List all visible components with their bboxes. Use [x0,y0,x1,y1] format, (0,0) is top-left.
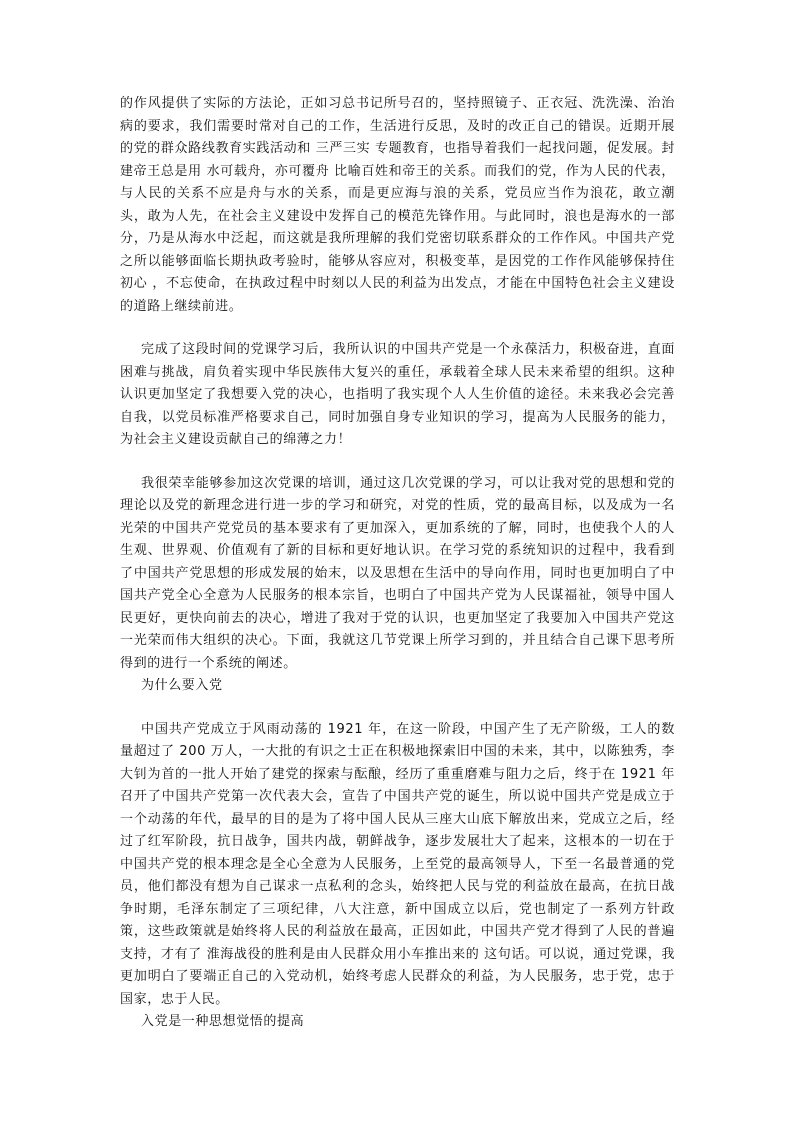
document-page [120,93,675,1034]
section-heading-awareness: 入党是一种思想觉悟的提高 [141,1014,305,1029]
paragraph-understanding: 完成了这段时间的党课学习后，我所认识的中国共产党是一个永葆活力，积极奋进，直面困难与挑战，肩负着实现中华民族伟大复兴的重任，承载着全球人民未来希望的组织。这种认识更加坚定了我想要入党的决心，也指明了我实现个人人生价值的途径。未来我必会完善自我，以党员标准严格要求自己，同时加强自身专业知识的学习，提高为人民服务的能力，为社会主义建设贡献自己的绵薄之力！ [120,342,675,447]
paragraph-training: 我很荣幸能够参加这次党课的培训，通过这几次党课的学习，可以让我对党的思想和党的理论以及党的新理念进行进一步的学习和研究，对党的性质，党的最高目标，以及成为一名光荣的中国共产党党员的基本要求有了更加深入，更加系统的了解，同时，也使我个人的人生观、世界观、价值观有了新的目标和更好地认识。在学习党的系统知识的过程中，我看到了中国共产党思想的形成发展的始末，以及思想在生活中的导向作用，同时也更加明白了中国共产党全心全意为人民服务的根本宗旨，也明白了中国共产党为人民谋福祉，领导中国人民更好，更快向前去的决心，增进了我对于党的认识，也更加坚定了我要加入中国共产党这一光荣而伟大组织的决心。下面，我就这几节党课上所学习到的，并且结合自己课下思考所得到的进行一个系统的阐述。 [120,475,675,671]
paragraph-history: 中国共产党成立于风雨动荡的 1921 年，在这一阶段，中国产生了无产阶级，工人的数量超过了 200 万人，一大批的有识之士正在积极地探索旧中国的未来，其中，以陈独秀，李大钊为首的一批人开始了建党的探索与酝酿，经历了重重磨难与阻力之后，终于在 1921 年召开了中国共产党第一次代表大会，宣告了中国共产党的诞生，所以说中国共产党是成立于一个动荡的年代，最早的目的是为了将中国人民从三座大山底下解放出来，党成立之后，经过了红军阶段，抗日战争，国共内战，朝鲜战争，逐步发展壮大了起来，这根本的一切在于中国共产党的根本理念是全心全意为人民服务，上至党的最高领导人，下至一名最普通的党员，他们都没有想为自己谋求一点私利的念头，始终把人民与党的利益放在最高，在抗日战争时期，毛泽东制定了三项纪律，八大注意，新中国成立以后，党也制定了一系列方针政策，这些政策就是始终将人民的利益放在最高，正因如此，中国共产党才得到了人民的普遍支持，才有了 淮海战役的胜利是由人民群众用小车推出来的 这句话。可以说，通过党课，我更加明白了要端正自己的入党动机，始终考虑人民群众的利益，为人民服务，忠于党，忠于国家，忠于人民。 [120,721,675,1007]
section-heading-why-join: 为什么要入党 [141,678,223,693]
paragraph-work-style: 的作风提供了实际的方法论，正如习总书记所号召的，坚持照镜子、正衣冠、洗洗澡、治治病的要求，我们需要时常对自己的工作，生活进行反思，及时的改正自己的错误。近期开展的党的群众路线教育实践活动和 三严三实 专题教育，也指导着我们一起找问题，促发展。封建帝王总是用 水可载舟，亦可覆舟 比喻百姓和帝王的关系。而我们的党，作为人民的代表，与人民的关系不应是舟与水的关系，而是更应海与浪的关系，党员应当作为浪花，敢立潮头，敢为人先，在社会主义建设中发挥自己的模范先锋作用。与此同时，浪也是海水的一部分，乃是从海水中泛起，而这就是我所理解的我们党密切联系群众的工作作风。中国共产党之所以能够面临长期执政考验时，能够从容应对，积极变革，是因党的工作作风能够保持住 初心 ，不忘使命，在执政过程中时刻以人民的利益为出发点，才能在中国特色社会主义建设的道路上继续前进。 [120,96,675,314]
